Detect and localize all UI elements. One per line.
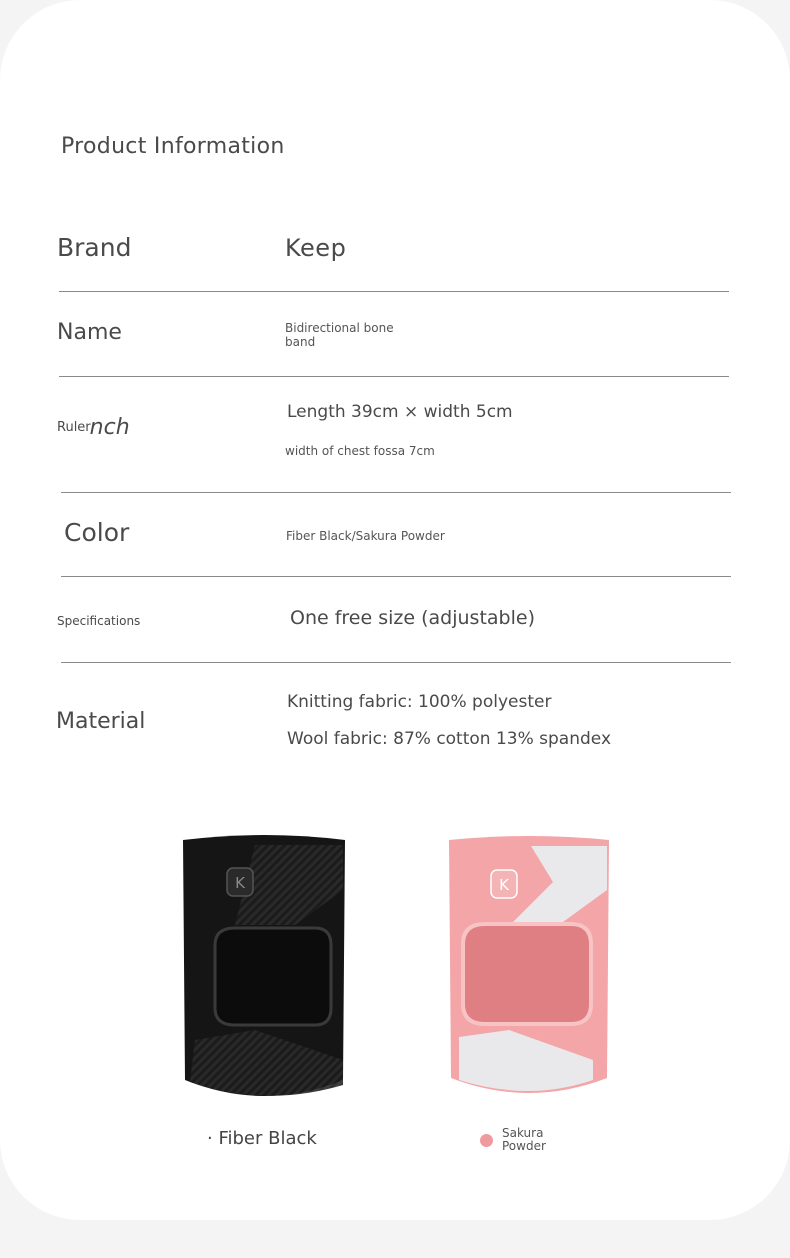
row-divider <box>61 492 731 493</box>
specifications-value: One free size (adjustable) <box>290 607 535 629</box>
sakura-powder-caption: Sakura Powder <box>502 1126 546 1153</box>
name-value: Bidirectional bone band <box>285 321 394 349</box>
sakura-powder-band-image <box>443 832 615 1104</box>
brand-label: Brand <box>57 233 132 262</box>
ruler-label: Rulernch <box>57 415 130 440</box>
ruler-value: Length 39cm × width 5cm <box>287 402 513 422</box>
color-value: Fiber Black/Sakura Powder <box>286 529 445 543</box>
fiber-black-band-image <box>175 830 353 1105</box>
name-label: Name <box>57 320 122 345</box>
row-divider <box>59 291 729 292</box>
row-divider <box>61 662 731 663</box>
svg-text:K: K <box>235 874 245 892</box>
brand-value: Keep <box>285 234 347 262</box>
sakura-color-dot <box>480 1134 493 1147</box>
row-divider <box>59 376 729 377</box>
color-label: Color <box>64 518 130 547</box>
specifications-label: Specifications <box>57 614 141 628</box>
material-label: Material <box>56 709 146 734</box>
fiber-black-caption: · Fiber Black <box>207 1128 317 1149</box>
material-value-knitting: Knitting fabric: 100% polyester <box>287 692 552 712</box>
material-value-wool: Wool fabric: 87% cotton 13% spandex <box>287 729 612 749</box>
row-divider <box>61 576 731 577</box>
svg-text:K: K <box>499 876 509 894</box>
section-title: Product Information <box>61 134 285 159</box>
ruler-sub-value: width of chest fossa 7cm <box>285 444 435 458</box>
